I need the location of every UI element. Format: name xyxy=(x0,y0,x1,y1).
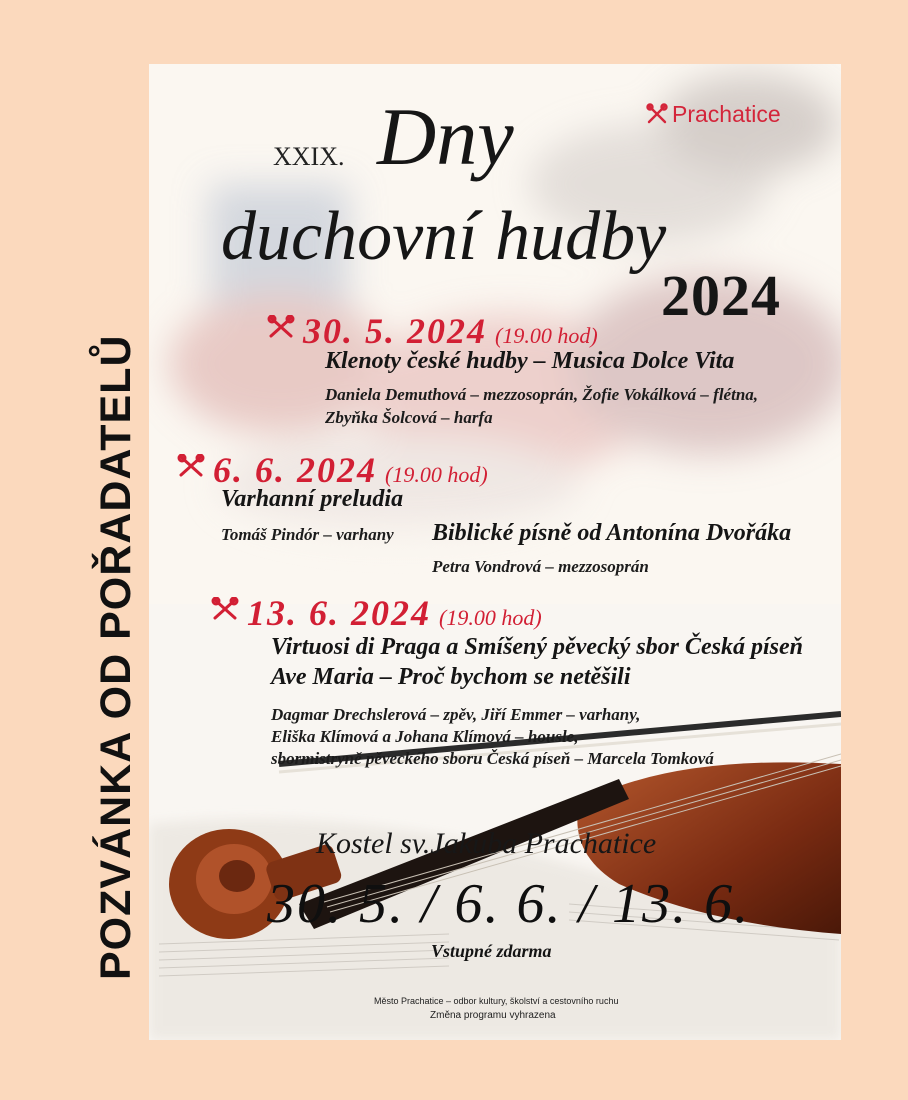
concert-1-time: (19.00 hod) xyxy=(495,323,598,348)
concert-1-date-text: 30. 5. 2024 xyxy=(303,311,487,351)
festival-year: 2024 xyxy=(661,263,781,328)
concert-3-program-line1: Virtuosi di Praga a Smíšený pěvecký sbor Česká píseň xyxy=(271,634,804,660)
prachatice-brand xyxy=(646,101,781,128)
concert-3-date xyxy=(211,592,542,634)
venue: Kostel sv.Jakuba Prachatice xyxy=(316,827,657,860)
concert-2-time: (19.00 hod) xyxy=(385,462,488,487)
concert-2-program: Varhanní preludia xyxy=(221,486,404,512)
concert-1-performers-line2: Zbyňka Šolcová – harfa xyxy=(325,408,493,427)
title-line2: duchovní hudby xyxy=(221,198,667,275)
concert-3-time: (19.00 hod) xyxy=(439,605,542,630)
concert-1-performers-line1: Daniela Demuthová – mezzosoprán, Žofie Vokálková – flétna, xyxy=(325,385,759,404)
brand-name: Prachatice xyxy=(672,101,781,127)
edition-number: XXIX. xyxy=(273,142,345,171)
concert-2-performers-a: Tomáš Pindór – varhany xyxy=(221,525,394,544)
entry-free: Vstupné zdarma xyxy=(431,941,552,961)
concert-3-performers-line3: sbormistryně pěveckého sboru Česká píseň – Marcela Tomková xyxy=(271,749,714,768)
concert-2-performers-b: Petra Vondrová – mezzosoprán xyxy=(432,557,649,576)
dates-summary: 30. 5. / 6. 6. / 13. 6. xyxy=(267,873,751,935)
concert-1-date xyxy=(267,310,598,352)
concert-2-date xyxy=(177,449,488,491)
crossed-keys-icon xyxy=(211,597,239,621)
side-label-invitation: POZVÁNKA OD POŘADATELŮ xyxy=(92,334,140,980)
crossed-keys-icon xyxy=(177,454,205,478)
concert-1-program: Klenoty české hudby – Musica Dolce Vita xyxy=(325,348,735,374)
concert-3-performers-line2: Eliška Klímová a Johana Klímová – housle, xyxy=(271,727,579,746)
concert-3-date-text: 13. 6. 2024 xyxy=(247,593,431,633)
crossed-keys-icon xyxy=(267,315,295,339)
concert-2-program2: Biblické písně od Antonína Dvořáka xyxy=(432,520,792,546)
prachatice-crossed-keys-logo xyxy=(646,103,668,125)
concert-3-performers-line1: Dagmar Drechslerová – zpěv, Jiří Emmer – varhany, xyxy=(271,705,641,724)
concert-3-program-line2: Ave Maria – Proč bychom se netěšili xyxy=(271,664,631,690)
title-line1: Dny xyxy=(377,91,514,182)
footer-note: Změna programu vyhrazena xyxy=(430,1010,556,1021)
poster xyxy=(149,64,841,1040)
concert-2-date-text: 6. 6. 2024 xyxy=(213,450,377,490)
footer-organizer: Město Prachatice – odbor kultury, školství a cestovního ruchu xyxy=(374,996,619,1006)
